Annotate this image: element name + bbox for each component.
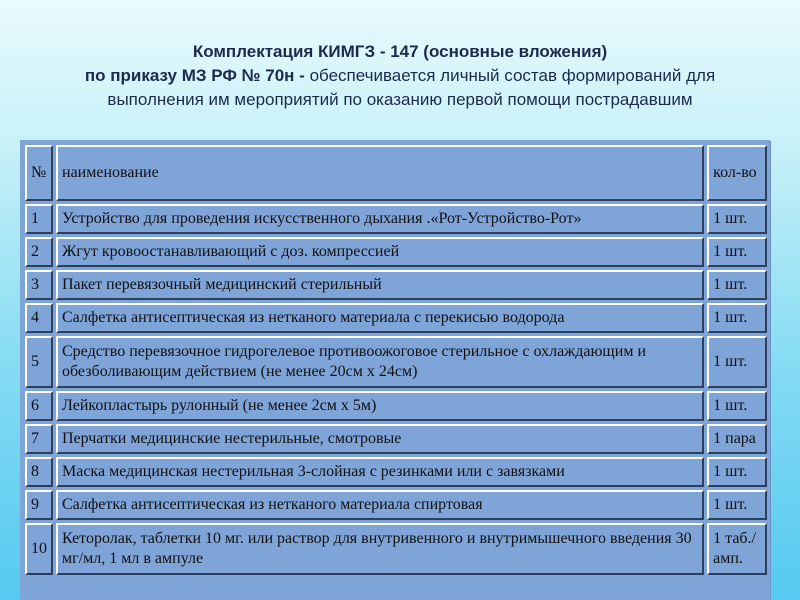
row-qty: 1 пара — [707, 424, 767, 454]
row-name: Устройство для проведения искусственного дыхания .«Рот-Устройство-Рот» — [56, 204, 704, 234]
row-name: Кеторолак, таблетки 10 мг. или раствор для внутривенного и внутримышечного введения 30 мг/мл, 1 мл в ампуле — [56, 523, 704, 575]
row-qty: 1 шт. — [707, 237, 767, 267]
row-qty: 1 шт. — [707, 391, 767, 421]
row-name: Жгут кровоостанавливающий с доз. компрессией — [56, 237, 704, 267]
row-qty: 1 шт. — [707, 303, 767, 333]
row-num: 6 — [25, 391, 53, 421]
row-num: 10 — [25, 523, 53, 575]
row-num: 8 — [25, 457, 53, 487]
row-num: 2 — [25, 237, 53, 267]
slide-title — [0, 40, 800, 112]
row-name: Пакет перевязочный медицинский стерильный — [56, 270, 704, 300]
row-name: Перчатки медицинские нестерильные, смотровые — [56, 424, 704, 454]
row-name: Средство перевязочное гидрогелевое противоожоговое стерильное с охлаждающим и обезболивающим действием (не менее 20см х 24см) — [56, 336, 704, 388]
row-name: Лейкопластырь рулонный (не менее 2см х 5м) — [56, 391, 704, 421]
header-qty: кол-во — [707, 145, 767, 201]
title-line-1: Комплектация КИМГЗ - 147 (основные вложения) — [192, 42, 608, 61]
items-table — [22, 142, 770, 578]
table-row — [25, 237, 767, 267]
table-row — [25, 204, 767, 234]
title-line-2 — [0, 64, 800, 88]
row-name: Салфетка антисептическая из нетканого материала с перекисью водорода — [56, 303, 704, 333]
table-row — [25, 523, 767, 575]
title-line-3: выполнения им мероприятий по оказанию первой помощи пострадавшим — [107, 90, 693, 109]
row-name: Маска медицинская нестерильная 3-слойная с резинками или с завязками — [56, 457, 704, 487]
row-qty: 1 таб./ амп. — [707, 523, 767, 575]
row-qty: 1 шт. — [707, 204, 767, 234]
table-row — [25, 424, 767, 454]
row-name: Салфетка антисептическая из нетканого материала спиртовая — [56, 490, 704, 520]
table-panel — [20, 140, 770, 600]
row-num: 3 — [25, 270, 53, 300]
table-row — [25, 490, 767, 520]
header-name: наименование — [56, 145, 704, 201]
table-row — [25, 457, 767, 487]
header-num: № — [25, 145, 53, 201]
row-num: 5 — [25, 336, 53, 388]
title-order-ref: по приказу МЗ РФ № 70н - — [84, 66, 305, 85]
table-row — [25, 336, 767, 388]
row-qty: 1 шт. — [707, 336, 767, 388]
row-num: 7 — [25, 424, 53, 454]
row-qty: 1 шт. — [707, 270, 767, 300]
table-row — [25, 303, 767, 333]
row-num: 4 — [25, 303, 53, 333]
title-line-2-text: обеспечивается личный состав формирований для — [309, 66, 716, 85]
row-qty: 1 шт. — [707, 490, 767, 520]
row-qty: 1 шт. — [707, 457, 767, 487]
table-row — [25, 270, 767, 300]
row-num: 9 — [25, 490, 53, 520]
table-header-row — [25, 145, 767, 201]
table-row — [25, 391, 767, 421]
row-num: 1 — [25, 204, 53, 234]
